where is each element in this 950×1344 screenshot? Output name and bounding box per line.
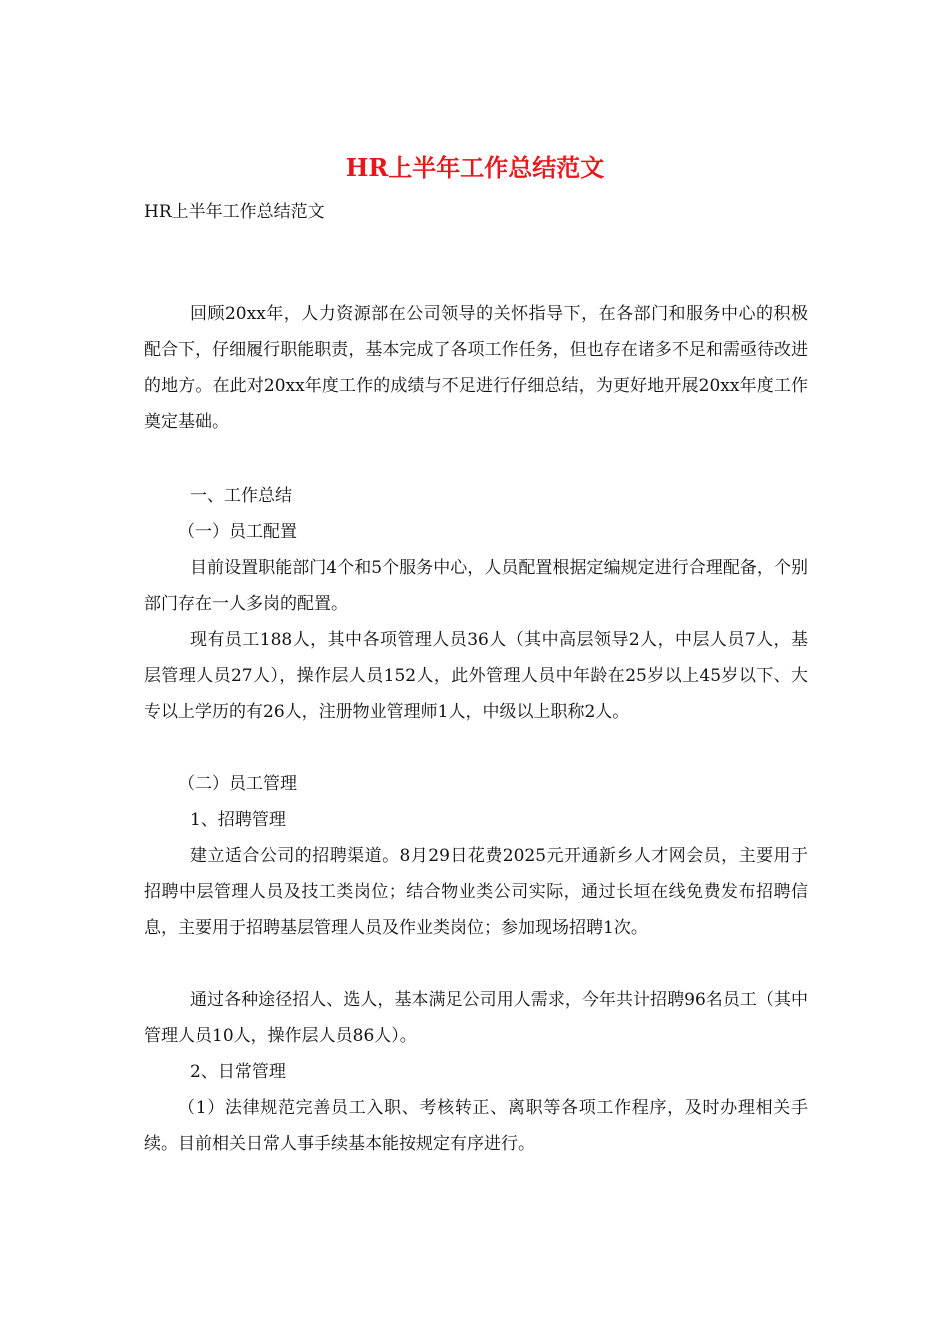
intro-paragraph: 回顾20xx年，人力资源部在公司领导的关怀指导下，在各部门和服务中心的积极配合下，仔细履行职能职责，基本完成了各项工作任务，但也存在诸多不足和需亟待改进的地方。在此对20xx年度工作的成绩与不足进行仔细总结，为更好地开展20xx年度工作奠定基础。 [144,304,808,432]
document-subtitle: HR上半年工作总结范文 [144,202,325,222]
headcount-paragraph: 现有员工188人，其中各项管理人员36人（其中高层领导2人，中层人员7人，基层管理人员27人），操作层人员152人，此外管理人员中年龄在25岁以上45岁以下、大专以上学历的有26人，注册物业管理师1人，中级以上职称2人。 [144,630,808,722]
section-heading-work-summary: 一、工作总结 [190,486,292,506]
heading-daily-management: 2、日常管理 [190,1062,286,1082]
subsection-heading-staffing: （一）员工配置 [178,522,297,542]
heading-recruitment: 1、招聘管理 [190,810,286,830]
staffing-paragraph: 目前设置职能部门4个和5个服务中心，人员配置根据定编规定进行合理配备，个别部门存在一人多岗的配置。 [144,558,808,614]
document-title: HR上半年工作总结范文 [345,153,605,182]
recruitment-result-paragraph: 通过各种途径招人、选人，基本满足公司用人需求，今年共计招聘96名员工（其中管理人员10人，操作层人员86人）。 [144,990,808,1046]
subsection-heading-staff-management: （二）员工管理 [178,774,297,794]
daily-management-paragraph: （1）法律规范完善员工入职、考核转正、离职等各项工作程序，及时办理相关手续。目前相关日常人事手续基本能按规定有序进行。 [144,1098,808,1154]
recruitment-channels-paragraph: 建立适合公司的招聘渠道。8月29日花费2025元开通新乡人才网会员，主要用于招聘中层管理人员及技工类岗位；结合物业类公司实际，通过长垣在线免费发布招聘信息，主要用于招聘基层管理人员及作业类岗位；参加现场招聘1次。 [144,846,808,938]
